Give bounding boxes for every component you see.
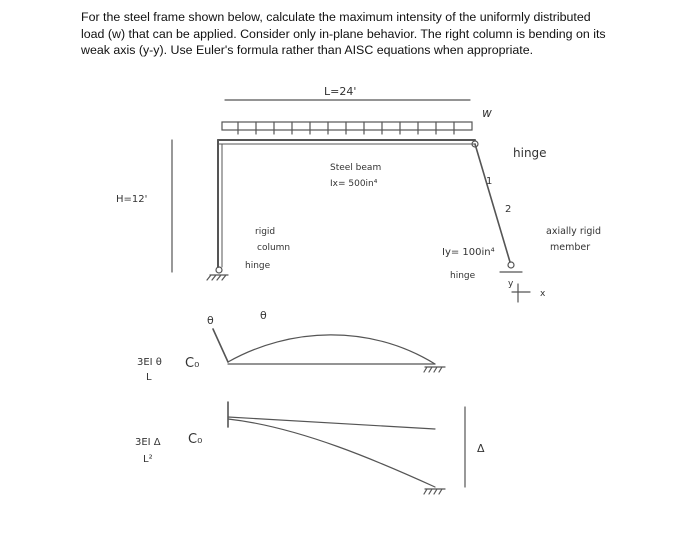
left-column-label-2: column [257, 243, 291, 253]
rotation-sketch-stub [213, 329, 228, 362]
node-1-label: 1 [486, 176, 493, 187]
beam-inertia-label: Ix= 500in⁴ [330, 179, 378, 189]
moment-2-numerator: 3EI Δ [135, 437, 161, 448]
left-hinge-label: hinge [245, 261, 271, 271]
rotation-sketch-curve [228, 335, 435, 364]
moment-1-symbol: C₀ [185, 356, 200, 371]
frame-sketch [80, 62, 620, 532]
translation-sketch-curve [228, 419, 435, 487]
right-column [475, 144, 510, 262]
axially-rigid-label: axially rigid [546, 226, 602, 237]
problem-line-2: load (w) that can be applied. Consider only in-plane behavior. The right column is bending on its [81, 26, 606, 41]
delta-label: Δ [477, 442, 485, 455]
moment-1-denominator: L [146, 372, 152, 383]
load-label: w [482, 106, 492, 120]
frame-sketch-drawing [80, 62, 620, 532]
moment-1-numerator: 3EI θ [137, 357, 162, 368]
axis-x-label: x [540, 289, 546, 299]
load-arrows [238, 122, 454, 134]
beam-label: Steel beam [330, 163, 382, 173]
moment-2-denominator: L² [143, 454, 153, 465]
left-support [207, 275, 228, 280]
left-hinge-pin [216, 267, 222, 273]
moment-2-symbol: C₀ [188, 432, 203, 447]
span-label: L=24' [324, 85, 357, 98]
height-label: H=12' [116, 194, 148, 205]
translation-sketch-line [228, 417, 435, 429]
left-column-label: rigid [255, 227, 276, 237]
distributed-load-box [222, 122, 472, 130]
theta-label-2: θ [260, 309, 267, 322]
problem-statement [81, 9, 641, 59]
right-column-iy-label: Iy= 100in⁴ [442, 247, 495, 258]
top-hinge-label: hinge [513, 146, 547, 160]
right-hinge-label: hinge [450, 271, 476, 281]
axis-y-label: y [508, 279, 514, 289]
theta-label-1: θ [207, 314, 214, 327]
right-hinge-pin [508, 262, 514, 268]
problem-line-3: weak axis (y-y). Use Euler's formula rather than AISC equations when appropriate. [81, 43, 534, 57]
problem-line-1: For the steel frame shown below, calculate the maximum intensity of the uniformly distributed [81, 10, 591, 24]
axially-rigid-label-2: member [550, 242, 591, 253]
node-2-label: 2 [505, 204, 512, 215]
